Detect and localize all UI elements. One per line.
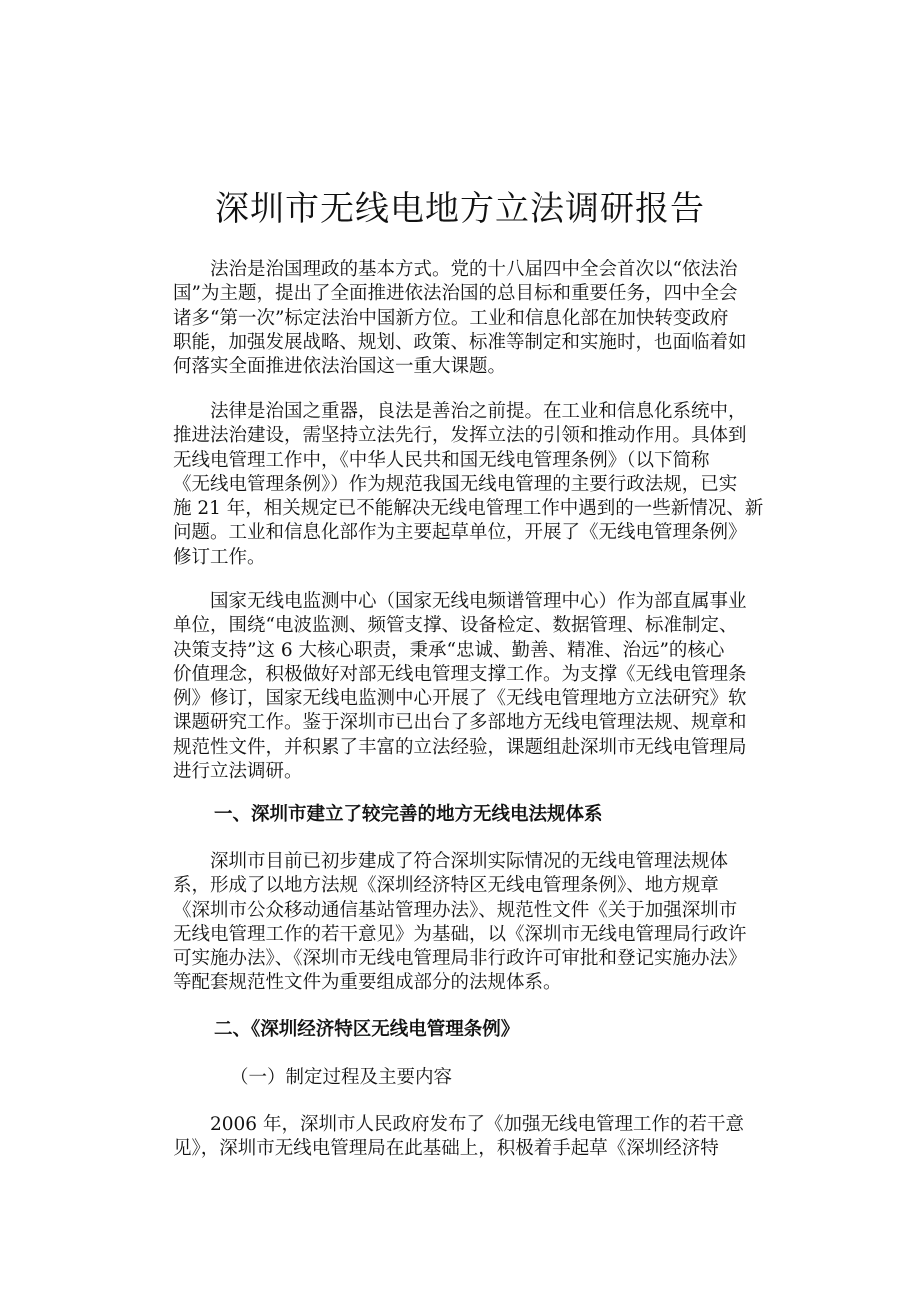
document-title: 深圳市无线电地方立法调研报告 — [215, 189, 705, 229]
paragraph-line: 见》，深圳市无线电管理局在此基础上，积极着手起草《深圳经济特 — [173, 1138, 719, 1160]
paragraph-rule-of-law — [173, 258, 763, 379]
section-heading-1: 一、深圳市建立了较完善的地方无线电法规体系 — [214, 804, 603, 825]
paragraph-legislation — [173, 400, 763, 570]
paragraph-line: 职能，加强发展战略、规划、政策、标准等制定和实施时，也面临着如 — [173, 331, 747, 353]
paragraph-line: 价值理念，积极做好对部无线电管理支撑工作。为支撑《无线电管理条 — [173, 663, 747, 685]
paragraph-monitoring-center — [173, 590, 763, 784]
paragraph-line: 无线电管理工作中，《中华人民共和国无线电管理条例》（以下简称 — [173, 449, 710, 471]
paragraph-line: 法治是治国理政的基本方式。党的十八届四中全会首次以“依法治 — [173, 259, 738, 280]
paragraph-line: 施 21 年，相关规定已不能解决无线电管理工作中遇到的一些新情况、新 — [173, 498, 764, 520]
paragraph-line: 例》修订，国家无线电监测中心开展了《无线电管理地方立法研究》软 — [173, 688, 747, 710]
paragraph-line: 推进法治建设，需坚持立法先行，发挥立法的引领和推动作用。具体到 — [173, 425, 747, 447]
paragraph-regulatory-system — [173, 850, 763, 996]
paragraph-line: 深圳市目前已初步建成了符合深圳实际情况的无线电管理法规体 — [173, 851, 729, 872]
paragraph-line: 无线电管理工作的若干意见》为基础，以《深圳市无线电管理局行政许 — [173, 923, 747, 945]
paragraph-line: 《深圳市公众移动通信基站管理办法》、规范性文件《关于加强深圳市 — [173, 899, 738, 921]
paragraph-line: 系，形成了以地方法规《深圳经济特区无线电管理条例》、地方规章 — [173, 875, 719, 897]
paragraph-line: 进行立法调研。 — [173, 761, 303, 783]
paragraph-line: 规范性文件，并积累了丰富的立法经验，课题组赴深圳市无线电管理局 — [173, 736, 747, 758]
paragraph-line: 《无线电管理条例》）作为规范我国无线电管理的主要行政法规，已实 — [173, 473, 738, 495]
section-heading-2: 二、《深圳经济特区无线电管理条例》 — [214, 1019, 520, 1040]
paragraph-line: 修订工作。 — [173, 546, 266, 568]
paragraph-line: 单位，围绕“电波监测、频管支撑、设备检定、数据管理、标准制定、 — [173, 615, 738, 637]
paragraph-2006-history — [173, 1113, 763, 1162]
paragraph-line: 国”为主题，提出了全面推进依法治国的总目标和重要任务，四中全会 — [173, 283, 738, 305]
paragraph-line: 2006 年，深圳市人民政府发布了《加强无线电管理工作的若干意 — [173, 1114, 744, 1135]
paragraph-line: 诸多“第一次”标定法治中国新方位。工业和信息化部在加快转变政府 — [173, 307, 729, 329]
paragraph-line: 等配套规范性文件为重要组成部分的法规体系。 — [173, 972, 562, 994]
paragraph-line: 法律是治国之重器，良法是善治之前提。在工业和信息化系统中， — [173, 401, 747, 422]
paragraph-line: 问题。工业和信息化部作为主要起草单位，开展了《无线电管理条例》 — [173, 522, 747, 544]
subsection-heading-1: （一）制定过程及主要内容 — [230, 1067, 453, 1088]
paragraph-line: 何落实全面推进依法治国这一重大课题。 — [173, 356, 507, 378]
paragraph-line: 国家无线电监测中心（国家无线电频谱管理中心）作为部直属事业 — [173, 591, 747, 612]
paragraph-line: 决策支持”这 6 大核心职责，秉承“忠诚、勤善、精准、治远”的核心 — [173, 639, 725, 661]
paragraph-line: 课题研究工作。鉴于深圳市已出台了多部地方无线电管理法规、规章和 — [173, 712, 747, 734]
paragraph-line: 可实施办法》、《深圳市无线电管理局非行政许可审批和登记实施办法》 — [173, 948, 747, 970]
